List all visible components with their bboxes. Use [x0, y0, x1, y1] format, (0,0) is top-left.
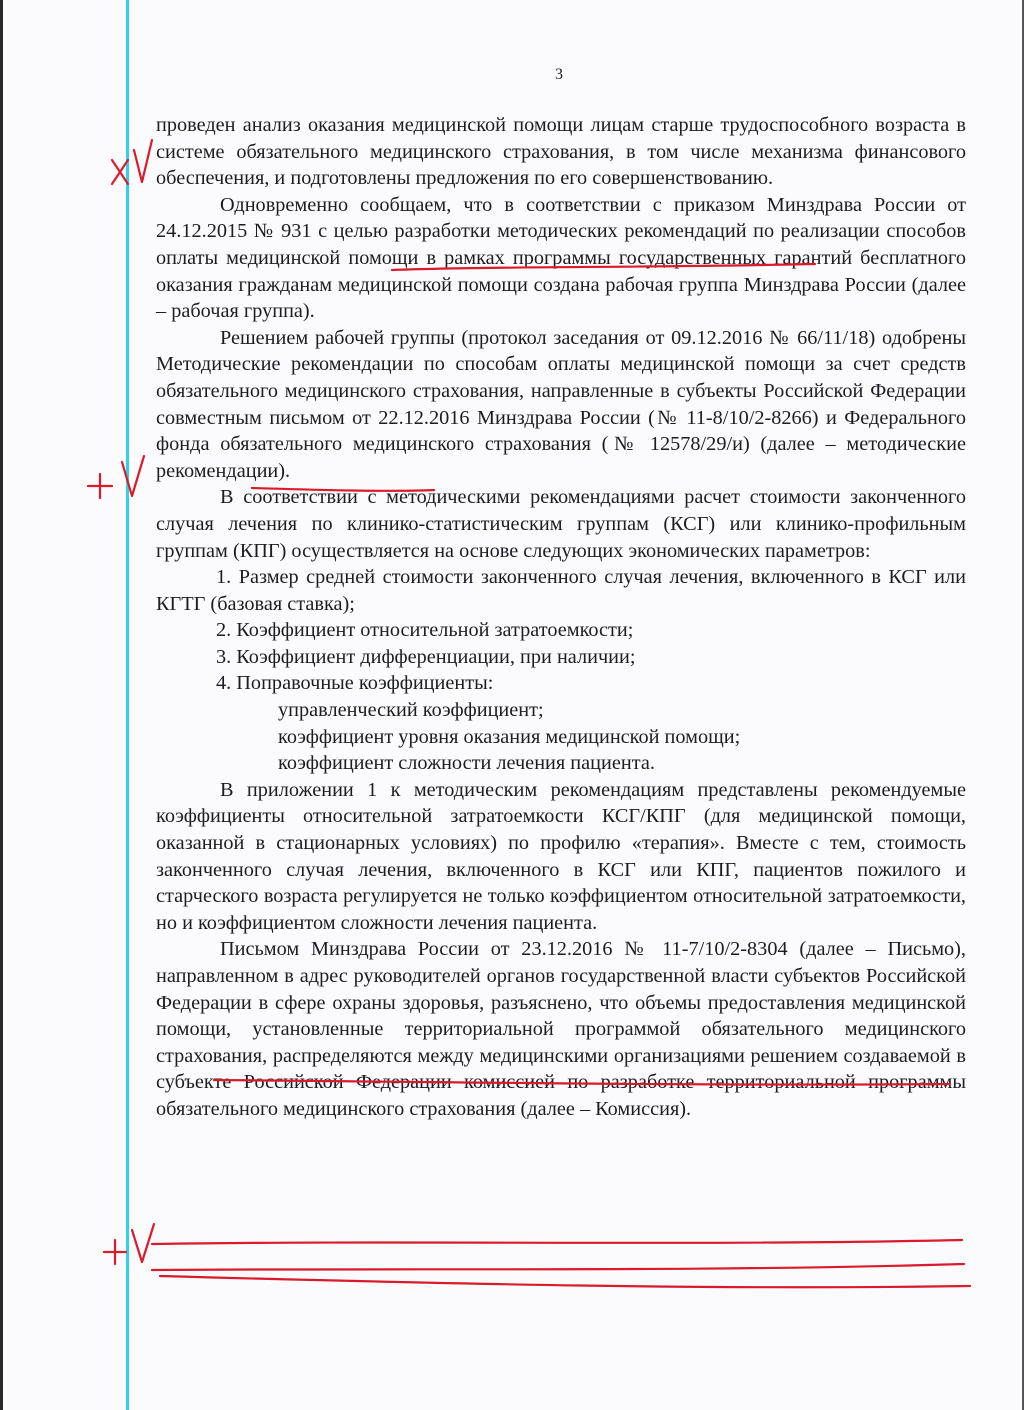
sublist-item-management: управленческий коэффициент; [278, 699, 544, 722]
mark-check-1 [134, 140, 152, 182]
letter-body [156, 112, 966, 1123]
paragraph-working-group: Одновременно сообщаем, что в соответствии с приказом Минздрава России от 24.12.2015 № 931 с целью разработки методических рекомендаций по реализации способов оплаты медицинской помощи в рамках программы государственных гарантий бесплатного оказания гражданам медицинской помощи создана рабочая группа Минздрава России (далее – рабочая группа). [156, 193, 966, 323]
list-item-cost-coefficient: 2. Коэффициент относительной затратоемкости; [216, 619, 634, 642]
sublist-item-care-level: коэффициент уровня оказания медицинской помощи; [278, 725, 741, 748]
mark-check-3 [132, 1224, 154, 1262]
sublist-item-complexity: коэффициент сложности лечения пациента. [278, 752, 655, 775]
list-item-base-rate: 1. Размер средней стоимости законченного случая лечения, включенного в КСГ или КГТГ (базовая ставка); [156, 566, 966, 615]
mark-plus-2 [104, 1240, 126, 1264]
margin-line [126, 0, 129, 1410]
list-item-correction-coefficients: 4. Поправочные коэффициенты: [216, 672, 494, 695]
underline-program-2 [160, 1276, 970, 1287]
underline-commission [152, 1240, 962, 1244]
paragraph-appendix: В приложении 1 к методическим рекомендациям представлены рекомендуемые коэффициенты относительной затратоемкости КСГ/КПГ (для медицинской помощи, оказанной в стационарных условиях) по профилю «терапия». Вместе с тем, стоимость законченного случая лечения, включенного в КСГ или КПГ, пациентов пожилого и старческого возраста регулируется не только коэффициентом относительной затратоемкости, но и коэффициентом сложности лечения пациента. [156, 778, 966, 934]
list-item-differentiation-coefficient: 3. Коэффициент дифференциации, при наличии; [216, 645, 636, 668]
paragraph-letter-ministry: Письмом Минздрава России от 23.12.2016 № 11-7/10/2-8304 (далее – Письмо), направленном в адрес руководителей органов государственной власти субъектов Российской Федерации в сфере охраны здоровья, разъяснено, что объемы предоставления медицинской помощи, установленные территориальной программой обязательного медицинского страхования, распределяются между медицинскими организациями решением создаваемой в субъекте Российской Федерации комиссией по разработке территориальной программы обязательного медицинского страхования (далее – Комиссия). [156, 938, 966, 1120]
mark-plus-1 [88, 474, 112, 498]
paragraph-analysis: проведен анализ оказания медицинской помощи лицам старше трудоспособного возраста в системе обязательного медицинского страхования, в том числе механизма финансового обеспечения, и подготовлены предложения по его совершенствованию. [156, 114, 966, 190]
paragraph-methodical-recommendations: Решением рабочей группы (протокол заседания от 09.12.2016 № 66/11/18) одобрены Методические рекомендации по способам оплаты медицинской помощи за счет средств обязательного медицинского страхования, направленные в субъекты Российской Федерации совместным письмом от 22.12.2016 Минздрава России (№ 11-8/10/2-8266) и Федерального фонда обязательного медицинского страхования (№ 12578/29/и) (далее – методические рекомендации). [156, 326, 966, 482]
underline-program [152, 1264, 964, 1270]
scan-edge-left [0, 0, 3, 1410]
page-number: 3 [555, 66, 563, 83]
paragraph-economic-parameters: В соответствии с методическими рекомендациями расчет стоимости законченного случая лечения по клинико-статистическим группам (КСГ) или клинико-профильным группам (КПГ) осуществляется на основе следующих экономических параметров: [156, 486, 966, 562]
